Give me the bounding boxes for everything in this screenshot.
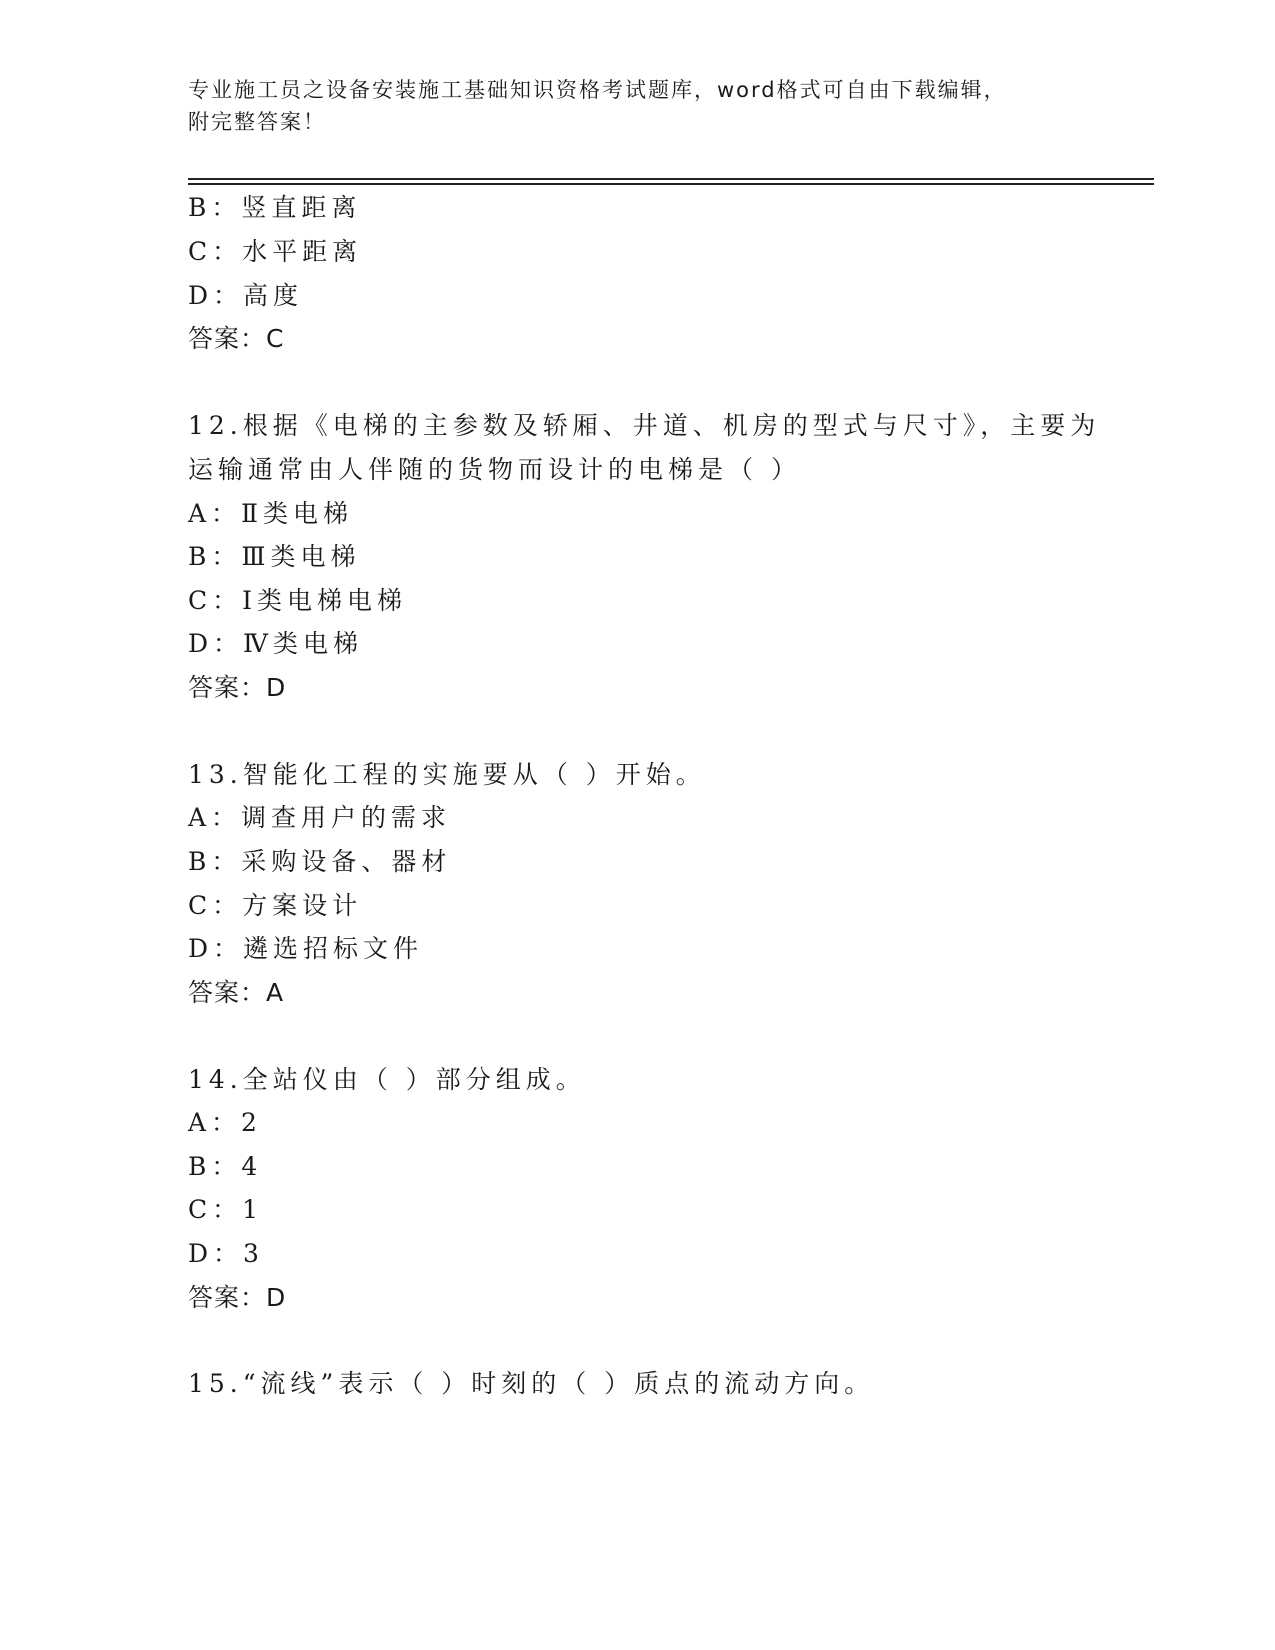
q12-option-c: C：Ⅰ类电梯电梯 [188,586,408,615]
q12-option-d: D：Ⅳ类电梯 [188,629,364,658]
q12-option-b: B：Ⅲ类电梯 [188,542,361,571]
q11-answer: 答案：C [188,324,285,353]
q14-option-b: B：4 [188,1152,263,1181]
q13-stem: 13.智能化工程的实施要从（ ）开始。 [188,760,706,789]
q14-option-a: A：2 [188,1108,262,1137]
q14-option-d: D：3 [188,1239,264,1268]
q13-option-d: D：遴选招标文件 [188,934,424,963]
q14-option-c: C：1 [188,1195,264,1224]
q12-option-a: A：Ⅱ类电梯 [188,499,354,528]
document-header [188,74,1068,138]
q11-option-b: B：竖直距离 [188,193,362,222]
q15-stem: 15.“流线”表示（ ）时刻的（ ）质点的流动方向。 [188,1369,875,1398]
header-divider-thick [188,183,1154,185]
q11-option-c: C：水平距离 [188,237,363,266]
q14-answer: 答案：D [188,1283,287,1312]
q11-option-d: D：高度 [188,281,304,310]
q12-stem-line-2: 运输通常由人伴随的货物而设计的电梯是（ ） [188,455,801,484]
q13-option-a: A：调查用户的需求 [188,803,452,832]
q14-stem: 14.全站仪由（ ）部分组成。 [188,1065,586,1094]
header-title-line-1: 专业施工员之设备安装施工基础知识资格考试题库，word格式可自由下载编辑， [188,78,1007,102]
q12-stem-line-1: 12.根据《电梯的主参数及轿厢、井道、机房的型式与尺寸》，主要为 [188,411,1101,440]
q12-answer: 答案：D [188,673,287,702]
header-divider-thin [188,178,1154,180]
header-title-line-2: 附完整答案！ [188,110,326,134]
q13-option-b: B：采购设备、器材 [188,847,452,876]
q13-option-c: C：方案设计 [188,891,363,920]
q13-answer: 答案：A [188,978,285,1007]
